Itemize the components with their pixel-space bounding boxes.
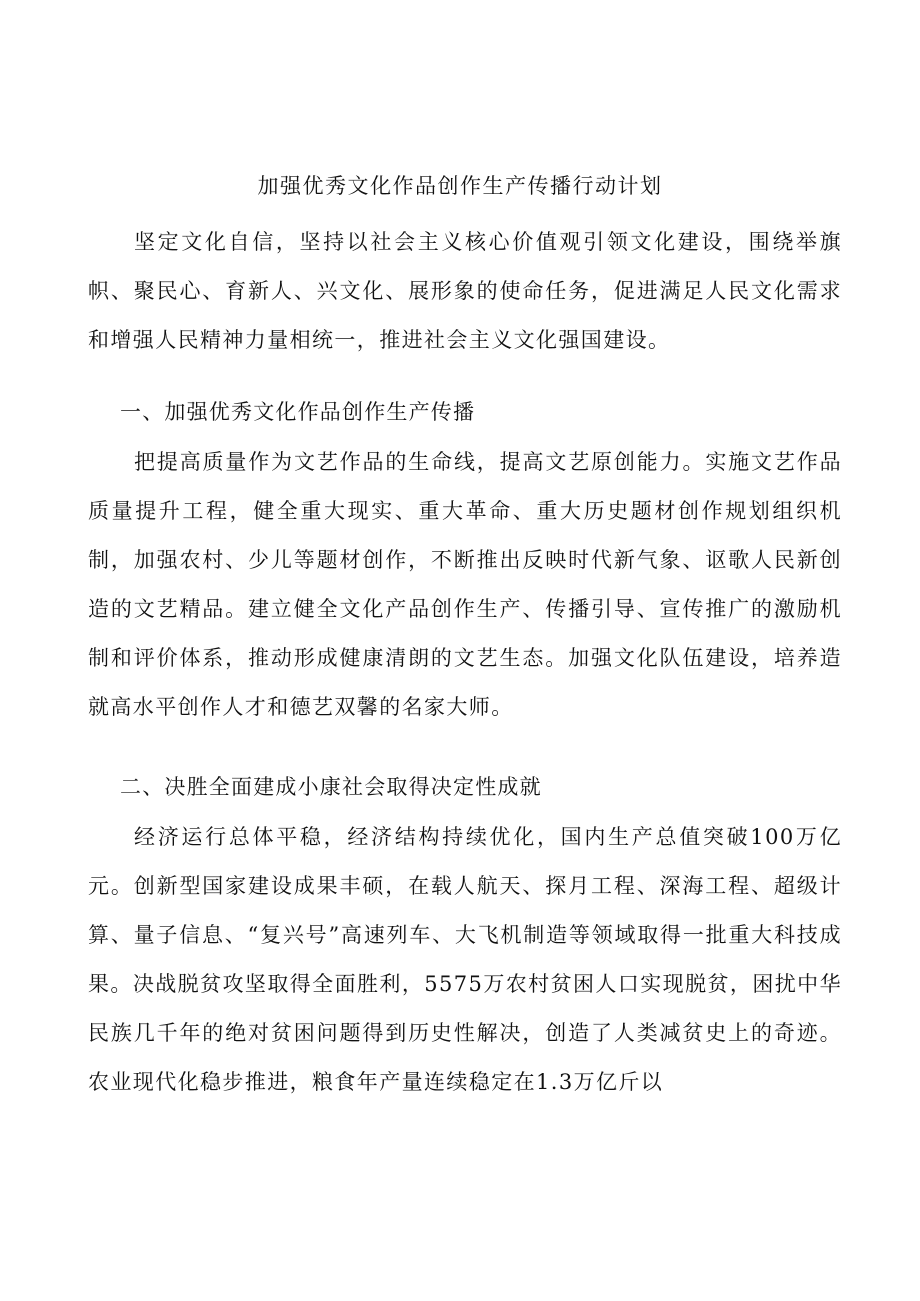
section-heading-2: 二、决胜全面建成小康社会取得决定性成就: [120, 775, 542, 799]
section-body-1: 把提高质量作为文艺作品的生命线，提高文艺原创能力。实施文艺作品质量提升工程，健全重大现实、重大革命、重大历史题材创作规划组织机制，加强农村、少儿等题材创作，不断推出反映时代新气象、讴歌人民新创造的文艺精品。建立健全文化产品创作生产、传播引导、宣传推广的激励机制和评价体系，推动形成健康清朗的文艺生态。加强文化队伍建设，培养造就高水平创作人才和德艺双馨的名家大师。: [88, 450, 842, 719]
document-title: 加强优秀文化作品创作生产传播行动计划: [257, 174, 663, 198]
intro-paragraph: 坚定文化自信，坚持以社会主义核心价值观引领文化建设，围绕举旗帜、聚民心、育新人、兴文化、展形象的使命任务，促进满足人民文化需求和增强人民精神力量相统一，推进社会主义文化强国建设。: [88, 230, 842, 352]
section-body-2: 经济运行总体平稳，经济结构持续优化，国内生产总值突破100万亿元。创新型国家建设成果丰硕，在载人航天、探月工程、深海工程、超级计算、量子信息、“复兴号”高速列车、大飞机制造等领域取得一批重大科技成果。决战脱贫攻坚取得全面胜利，5575万农村贫困人口实现脱贫，困扰中华民族几千年的绝对贫困问题得到历史性解决，创造了人类减贫史上的奇迹。农业现代化稳步推进，粮食年产量连续稳定在1.3万亿斤以: [88, 825, 842, 1094]
section-heading-1: 一、加强优秀文化作品创作生产传播: [120, 400, 476, 424]
